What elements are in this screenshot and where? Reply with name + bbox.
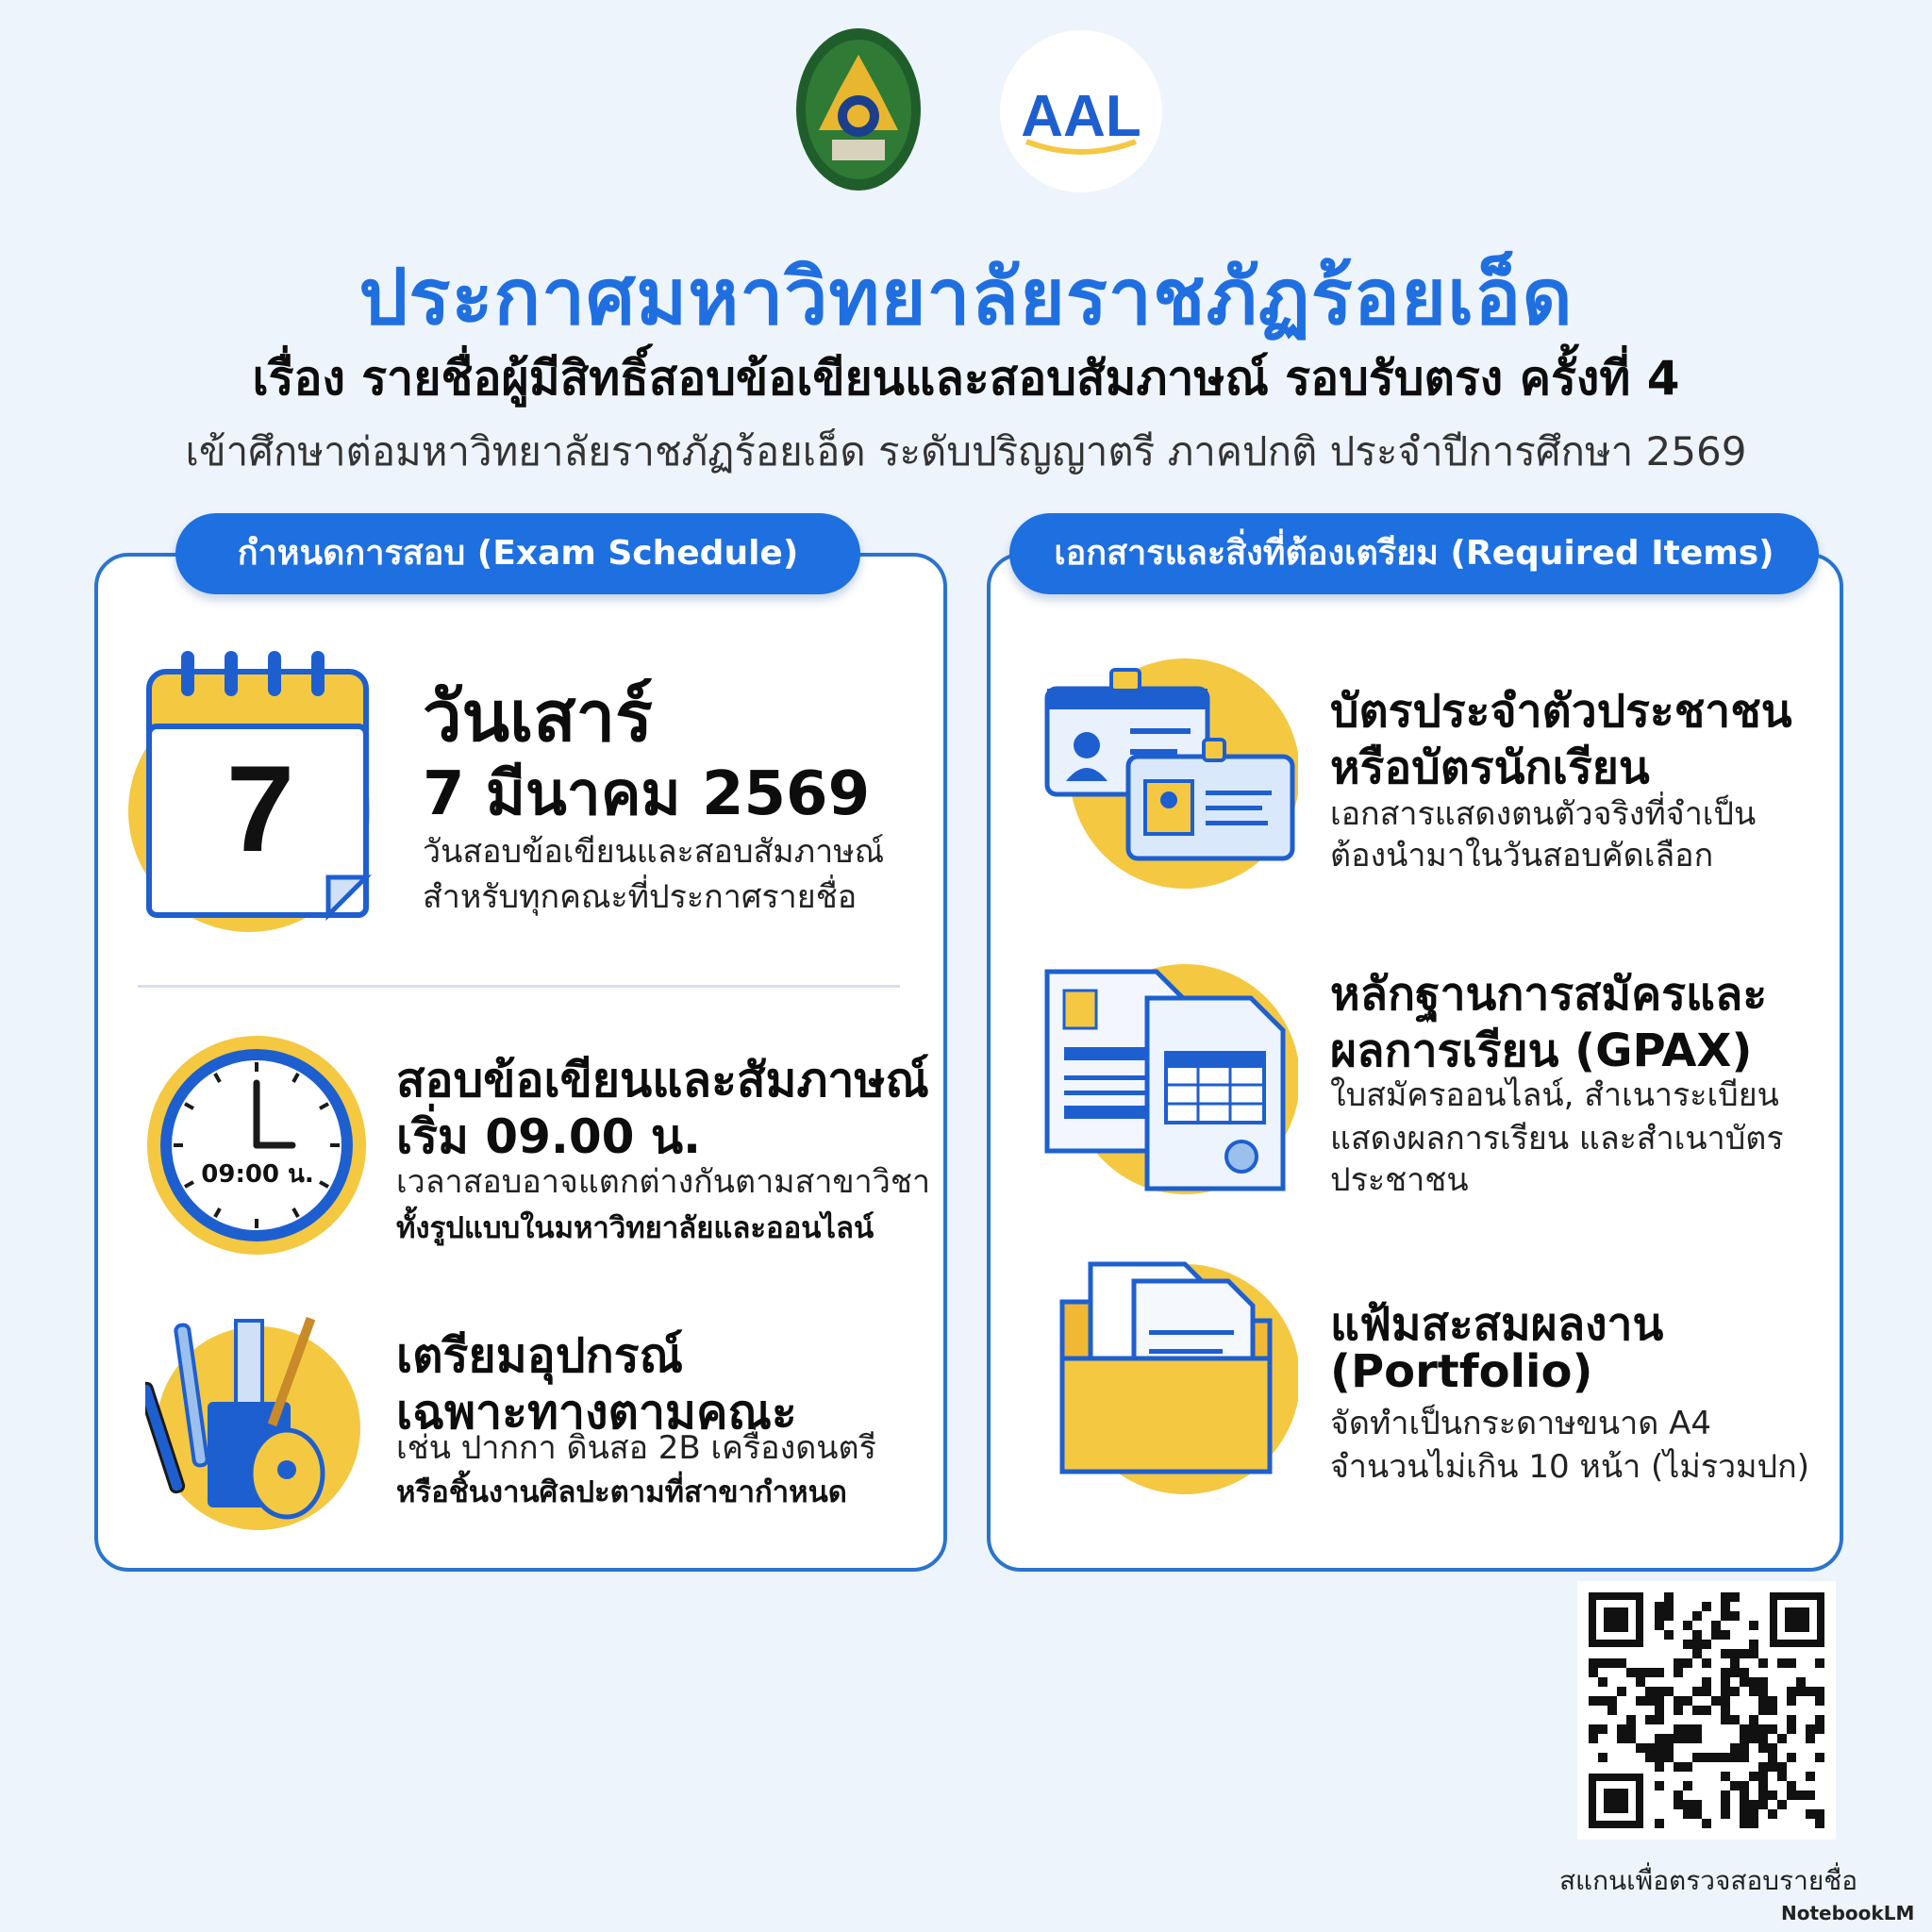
qr-caption: สแกนเพื่อตรวจสอบรายชื่อ xyxy=(1558,1865,1858,1896)
university-logo xyxy=(794,26,923,192)
exam-date-desc-1: วันสอบข้อเขียนและสอบสัมภาษณ์ xyxy=(423,833,885,871)
folder-icon xyxy=(1043,1255,1298,1504)
equipment-title-2: เฉพาะทางตามคณะ xyxy=(396,1385,797,1440)
exam-date-desc-2: สำหรับทุกคณะที่ประกาศรายชื่อ xyxy=(423,878,858,916)
portfolio-title-1: แฟ้มสะสมผลงาน xyxy=(1330,1298,1664,1351)
id-card-icon xyxy=(1043,651,1298,900)
portfolio-title-2: (Portfolio) xyxy=(1330,1345,1593,1398)
portfolio-desc-2: จำนวนไม่เกิน 10 หน้า (ไม่รวมปก) xyxy=(1330,1448,1809,1486)
clock-label: 09:00 น. xyxy=(201,1160,314,1189)
documents-icon xyxy=(1043,953,1298,1202)
exam-date: 7 มีนาคม 2569 xyxy=(423,759,871,829)
documents-title-2: ผลการเรียน (GPAX) xyxy=(1330,1024,1753,1077)
page-title: ประกาศมหาวิทยาลัยราชภัฏร้อยเอ็ด xyxy=(358,253,1574,342)
equipment-desc-2: หรือชิ้นงานศิลปะตามที่สาขากำหนด xyxy=(396,1475,847,1509)
exam-time-desc-1: เวลาสอบอาจแตกต่างกันตามสาขาวิชา xyxy=(396,1163,931,1201)
qr-code[interactable] xyxy=(1577,1581,1836,1840)
required-items-heading: เอกสารและสิ่งที่ต้องเตรียม (Required Items) xyxy=(1009,513,1819,594)
clock-icon xyxy=(145,1034,368,1260)
documents-title-1: หลักฐานการสมัครและ xyxy=(1330,968,1768,1021)
documents-desc-2: แสดงผลการเรียน และสำเนาบัตร xyxy=(1330,1120,1784,1158)
calendar-day-number: 7 xyxy=(225,740,295,877)
section-divider xyxy=(138,985,900,988)
page-subline: เข้าศึกษาต่อมหาวิทยาลัยราชภัฏร้อยเอ็ด ระดับปริญญาตรี ภาคปกติ ประจำปีการศึกษา 2569 xyxy=(185,428,1747,475)
notebooklm-brand: NotebookLM xyxy=(1781,1902,1915,1924)
portfolio-desc-1: จัดทำเป็นกระดาษขนาด A4 xyxy=(1330,1405,1711,1442)
id-card-title-2: หรือบัตรนักเรียน xyxy=(1330,741,1650,794)
documents-desc-3: ประชาชน xyxy=(1330,1161,1469,1199)
id-card-title-1: บัตรประจำตัวประชาชน xyxy=(1330,685,1792,738)
documents-desc-1: ใบสมัครออนไลน์, สำเนาระเบียน xyxy=(1330,1076,1779,1114)
aal-logo xyxy=(998,30,1164,192)
equipment-desc-1: เช่น ปากกา ดินสอ 2B เครื่องดนตรี xyxy=(396,1429,876,1467)
exam-schedule-heading: กำหนดการสอบ (Exam Schedule) xyxy=(175,513,860,594)
page-subtitle: เรื่อง รายชื่อผู้มีสิทธิ์สอบข้อเขียนและสอบสัมภาษณ์ รอบรับตรง ครั้งที่ 4 xyxy=(252,351,1680,406)
equipment-title-1: เตรียมอุปกรณ์ xyxy=(396,1328,683,1383)
svg-text:AAL: AAL xyxy=(1021,84,1141,149)
exam-time-desc-2: ทั้งรูปแบบในมหาวิทยาลัยและออนไลน์ xyxy=(396,1211,874,1245)
stationery-icon xyxy=(145,1315,372,1536)
id-card-desc-1: เอกสารแสดงตนตัวจริงที่จำเป็น xyxy=(1330,795,1757,833)
exam-time-title-1: สอบข้อเขียนและสัมภาษณ์ xyxy=(396,1053,929,1108)
exam-day: วันเสาร์ xyxy=(423,676,653,758)
id-card-desc-2: ต้องนำมาในวันสอบคัดเลือก xyxy=(1330,837,1714,874)
exam-time-title-2: เริ่ม 09.00 น. xyxy=(396,1109,702,1164)
